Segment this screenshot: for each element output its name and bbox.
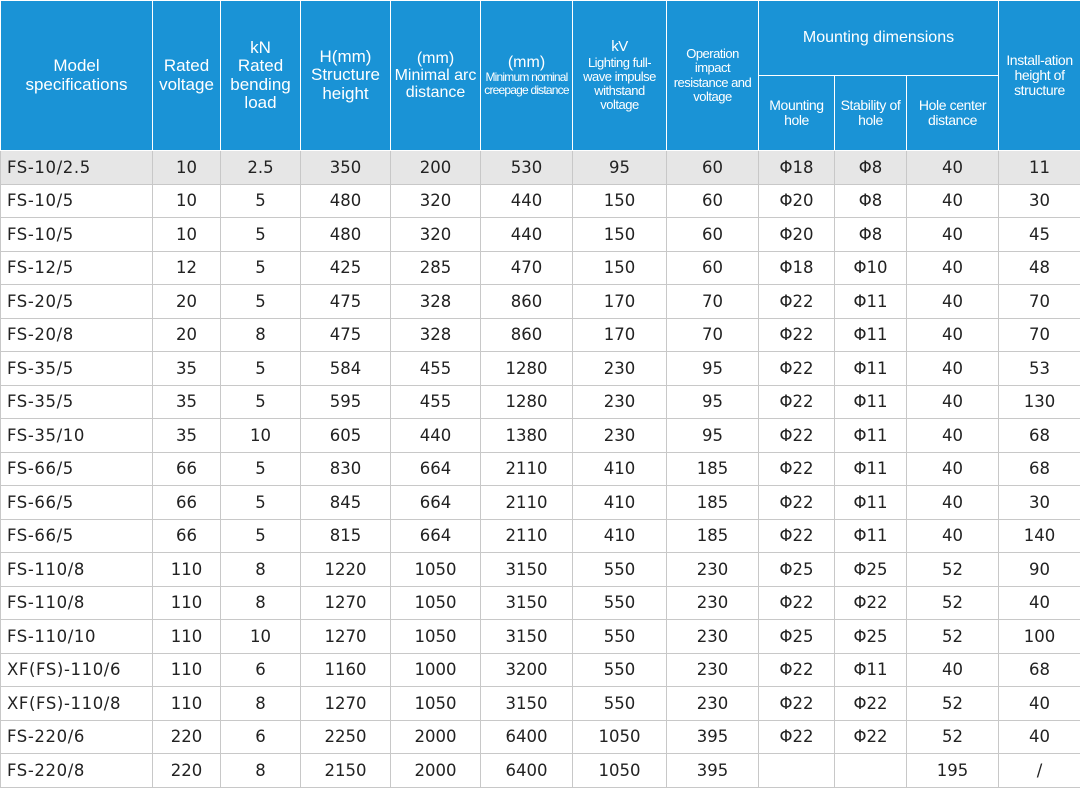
table-row — [1, 720, 1080, 754]
table-cell: 60 — [667, 151, 759, 185]
table-cell: 30 — [999, 486, 1080, 520]
table-cell: 40 — [999, 687, 1080, 721]
table-cell: 605 — [301, 419, 391, 453]
table-cell: 1050 — [573, 754, 667, 788]
header-arc-unit: (mm) — [416, 49, 455, 67]
model-cell: FS-20/5 — [1, 285, 153, 319]
table-row — [1, 687, 1080, 721]
table-cell: 664 — [391, 486, 481, 520]
table-row — [1, 519, 1080, 553]
table-cell: 95 — [667, 419, 759, 453]
table-cell: 230 — [573, 419, 667, 453]
table-cell: 5 — [221, 251, 301, 285]
table-cell: 350 — [301, 151, 391, 185]
table-cell: Φ20 — [759, 218, 835, 252]
table-cell: Φ11 — [835, 653, 907, 687]
table-cell: 1050 — [573, 720, 667, 754]
table-cell: 1270 — [301, 620, 391, 654]
table-cell: 66 — [153, 452, 221, 486]
table-cell: 95 — [573, 151, 667, 185]
table-cell: 550 — [573, 586, 667, 620]
table-cell: Φ18 — [759, 251, 835, 285]
table-cell: 285 — [391, 251, 481, 285]
table-cell: 70 — [999, 285, 1080, 319]
table-cell: 40 — [907, 486, 999, 520]
table-cell: Φ11 — [835, 519, 907, 553]
header-bending-unit: kN — [250, 37, 271, 57]
table-cell: 1280 — [481, 385, 573, 419]
table-cell: 45 — [999, 218, 1080, 252]
table-cell: 52 — [907, 586, 999, 620]
table-cell: Φ11 — [835, 385, 907, 419]
table-cell: Φ22 — [759, 720, 835, 754]
table-cell: 220 — [153, 720, 221, 754]
table-cell: Φ22 — [759, 519, 835, 553]
table-row — [1, 653, 1080, 687]
table-cell: 455 — [391, 385, 481, 419]
table-cell: 860 — [481, 285, 573, 319]
model-cell: XF(FS)-110/6 — [1, 653, 153, 687]
table-cell: Φ22 — [835, 586, 907, 620]
table-row — [1, 285, 1080, 319]
table-cell: 8 — [221, 586, 301, 620]
table-header — [1, 1, 1080, 151]
table-cell: 68 — [999, 653, 1080, 687]
table-row — [1, 352, 1080, 386]
table-row — [1, 419, 1080, 453]
model-cell: FS-220/8 — [1, 754, 153, 788]
table-cell: Φ20 — [759, 184, 835, 218]
table-cell: Φ25 — [835, 553, 907, 587]
table-cell: 53 — [999, 352, 1080, 386]
table-cell: 30 — [999, 184, 1080, 218]
table-row — [1, 251, 1080, 285]
table-cell: 328 — [391, 318, 481, 352]
table-cell: 8 — [221, 754, 301, 788]
header-bending-load — [221, 1, 301, 151]
header-impulse-voltage — [573, 1, 667, 151]
table-cell: 2110 — [481, 519, 573, 553]
table-cell: 1380 — [481, 419, 573, 453]
table-cell: 328 — [391, 285, 481, 319]
table-cell: 110 — [153, 620, 221, 654]
table-cell: 100 — [999, 620, 1080, 654]
table-cell: 2250 — [301, 720, 391, 754]
model-cell: FS-110/8 — [1, 586, 153, 620]
table-cell: 66 — [153, 486, 221, 520]
model-cell: FS-110/10 — [1, 620, 153, 654]
table-cell: 320 — [391, 218, 481, 252]
table-cell: 815 — [301, 519, 391, 553]
table-cell: Φ22 — [759, 419, 835, 453]
table-cell: 90 — [999, 553, 1080, 587]
header-rated-voltage: Rated voltage — [153, 1, 221, 151]
table-cell: 52 — [907, 720, 999, 754]
table-cell: 8 — [221, 687, 301, 721]
table-cell: 40 — [907, 285, 999, 319]
table-cell: 48 — [999, 251, 1080, 285]
table-cell: 40 — [907, 151, 999, 185]
header-stability-of-hole: Stability of hole — [835, 76, 907, 151]
table-cell: 70 — [667, 318, 759, 352]
header-height-label: Structure height — [311, 65, 380, 103]
table-cell: 664 — [391, 519, 481, 553]
table-cell: 200 — [391, 151, 481, 185]
table-row — [1, 486, 1080, 520]
header-installation-height: Install-ation height of structure — [999, 1, 1080, 151]
header-creepage-unit: (mm) — [507, 53, 546, 71]
table-cell: Φ10 — [835, 251, 907, 285]
table-cell: 40 — [907, 352, 999, 386]
table-cell: 230 — [667, 586, 759, 620]
table-cell: Φ22 — [759, 687, 835, 721]
model-cell: FS-10/5 — [1, 184, 153, 218]
table-cell: Φ22 — [759, 452, 835, 486]
model-cell: XF(FS)-110/8 — [1, 687, 153, 721]
table-cell: 8 — [221, 318, 301, 352]
table-cell: 6400 — [481, 754, 573, 788]
table-cell: 185 — [667, 519, 759, 553]
table-cell: Φ22 — [759, 285, 835, 319]
table-cell: 150 — [573, 184, 667, 218]
table-cell: 1050 — [391, 586, 481, 620]
table-cell: 1270 — [301, 586, 391, 620]
table-body — [1, 151, 1080, 788]
table-cell: Φ22 — [759, 352, 835, 386]
table-cell: 60 — [667, 251, 759, 285]
header-impulse-unit: kV — [611, 38, 628, 56]
table-cell: 230 — [667, 653, 759, 687]
table-cell: 320 — [391, 184, 481, 218]
table-cell: 110 — [153, 687, 221, 721]
header-impulse-label: Lighting full-wave impulse withstand voltage — [583, 54, 656, 112]
table-cell: Φ11 — [835, 486, 907, 520]
table-cell: 130 — [999, 385, 1080, 419]
table-cell: Φ22 — [759, 586, 835, 620]
table-cell: 2150 — [301, 754, 391, 788]
table-cell: 455 — [391, 352, 481, 386]
model-cell: FS-66/5 — [1, 486, 153, 520]
table-row — [1, 184, 1080, 218]
table-cell: 52 — [907, 687, 999, 721]
table-cell: 170 — [573, 318, 667, 352]
table-cell: 40 — [907, 218, 999, 252]
table-cell: 195 — [907, 754, 999, 788]
model-cell: FS-220/6 — [1, 720, 153, 754]
table-cell: 550 — [573, 620, 667, 654]
header-height-unit: H(mm) — [319, 46, 372, 66]
table-cell: 185 — [667, 452, 759, 486]
table-cell: 40 — [999, 586, 1080, 620]
table-cell: 5 — [221, 285, 301, 319]
table-cell: 584 — [301, 352, 391, 386]
table-cell: 40 — [907, 251, 999, 285]
table-cell: 440 — [481, 218, 573, 252]
table-cell: 40 — [907, 452, 999, 486]
model-cell: FS-35/5 — [1, 352, 153, 386]
table-cell: 6 — [221, 720, 301, 754]
table-cell: 1280 — [481, 352, 573, 386]
table-cell: 5 — [221, 519, 301, 553]
table-row — [1, 452, 1080, 486]
table-cell: 2000 — [391, 754, 481, 788]
table-cell: 220 — [153, 754, 221, 788]
table-cell: Φ11 — [835, 318, 907, 352]
table-cell: 2000 — [391, 720, 481, 754]
table-cell: Φ25 — [835, 620, 907, 654]
table-row — [1, 586, 1080, 620]
table-cell: 10 — [153, 218, 221, 252]
table-cell: Φ11 — [835, 452, 907, 486]
table-cell: 70 — [667, 285, 759, 319]
header-structure-height — [301, 1, 391, 151]
table-cell: 10 — [221, 620, 301, 654]
model-cell: FS-10/2.5 — [1, 151, 153, 185]
table-cell: Φ22 — [759, 486, 835, 520]
table-cell: 6 — [221, 653, 301, 687]
table-cell: 440 — [391, 419, 481, 453]
table-cell: Φ22 — [835, 720, 907, 754]
table-cell: 1160 — [301, 653, 391, 687]
table-cell: Φ18 — [759, 151, 835, 185]
table-cell: Φ25 — [759, 620, 835, 654]
table-cell: 20 — [153, 285, 221, 319]
table-cell: 40 — [907, 519, 999, 553]
table-cell: 1220 — [301, 553, 391, 587]
table-cell: 95 — [667, 352, 759, 386]
table-cell: 1050 — [391, 553, 481, 587]
header-creepage-distance — [481, 1, 573, 151]
table-cell: Φ8 — [835, 218, 907, 252]
table-cell: Φ25 — [759, 553, 835, 587]
model-cell: FS-12/5 — [1, 251, 153, 285]
table-cell: 395 — [667, 720, 759, 754]
table-cell: 5 — [221, 352, 301, 386]
table-cell: 52 — [907, 553, 999, 587]
table-row — [1, 385, 1080, 419]
table-cell: 60 — [667, 218, 759, 252]
table-cell: 60 — [667, 184, 759, 218]
table-cell: 11 — [999, 151, 1080, 185]
table-cell: 480 — [301, 184, 391, 218]
table-cell: Φ8 — [835, 184, 907, 218]
table-cell: 6400 — [481, 720, 573, 754]
table-cell: 40 — [999, 720, 1080, 754]
table-cell: Φ11 — [835, 352, 907, 386]
table-cell: Φ22 — [759, 318, 835, 352]
table-cell: 230 — [667, 620, 759, 654]
model-cell: FS-20/8 — [1, 318, 153, 352]
table-row — [1, 218, 1080, 252]
table-cell: 5 — [221, 218, 301, 252]
table-cell: 3150 — [481, 687, 573, 721]
table-cell: 230 — [667, 553, 759, 587]
table-cell: 110 — [153, 653, 221, 687]
model-cell: FS-66/5 — [1, 519, 153, 553]
table-cell: 425 — [301, 251, 391, 285]
table-cell: 150 — [573, 218, 667, 252]
table-cell: 66 — [153, 519, 221, 553]
table-cell: 40 — [907, 318, 999, 352]
table-cell: 1050 — [391, 620, 481, 654]
table-cell: 70 — [999, 318, 1080, 352]
table-cell: 2110 — [481, 452, 573, 486]
header-model: Model specifications — [1, 1, 153, 151]
table-cell: Φ11 — [835, 419, 907, 453]
table-cell: 480 — [301, 218, 391, 252]
table-cell: 5 — [221, 385, 301, 419]
table-cell: 170 — [573, 285, 667, 319]
table-cell: 410 — [573, 452, 667, 486]
table-cell: 110 — [153, 586, 221, 620]
table-cell: 3150 — [481, 553, 573, 587]
table-cell: 5 — [221, 184, 301, 218]
table-cell: 3150 — [481, 620, 573, 654]
table-cell: 40 — [907, 653, 999, 687]
table-cell: 440 — [481, 184, 573, 218]
table-cell: 550 — [573, 653, 667, 687]
header-mounting-hole: Mounting hole — [759, 76, 835, 151]
model-cell: FS-10/5 — [1, 218, 153, 252]
table-cell — [835, 754, 907, 788]
table-row — [1, 151, 1080, 185]
table-cell: 1270 — [301, 687, 391, 721]
table-cell: 395 — [667, 754, 759, 788]
table-cell: 1000 — [391, 653, 481, 687]
table-cell: 10 — [221, 419, 301, 453]
table-cell: 40 — [907, 385, 999, 419]
table-cell: 8 — [221, 553, 301, 587]
header-creepage-label: Minimum nominal creepage distance — [484, 70, 569, 98]
header-hole-center-distance: Hole center distance — [907, 76, 999, 151]
table-cell: 595 — [301, 385, 391, 419]
table-cell: 40 — [907, 419, 999, 453]
table-cell: 40 — [907, 184, 999, 218]
table-cell: 35 — [153, 385, 221, 419]
table-cell: 410 — [573, 519, 667, 553]
table-cell: 410 — [573, 486, 667, 520]
table-cell: 10 — [153, 184, 221, 218]
header-arc-distance — [391, 1, 481, 151]
table-cell: 230 — [667, 687, 759, 721]
table-cell: 5 — [221, 452, 301, 486]
table-cell: 3200 — [481, 653, 573, 687]
table-cell: 3150 — [481, 586, 573, 620]
table-cell: 470 — [481, 251, 573, 285]
table-row — [1, 318, 1080, 352]
table-cell: 550 — [573, 553, 667, 587]
table-cell: 5 — [221, 486, 301, 520]
table-cell: 68 — [999, 452, 1080, 486]
table-row — [1, 754, 1080, 788]
table-cell: 95 — [667, 385, 759, 419]
table-cell: Φ22 — [759, 653, 835, 687]
table-cell: 550 — [573, 687, 667, 721]
table-cell: 35 — [153, 352, 221, 386]
table-cell: 230 — [573, 385, 667, 419]
table-cell: Φ8 — [835, 151, 907, 185]
table-cell: 68 — [999, 419, 1080, 453]
table-cell: 530 — [481, 151, 573, 185]
table-cell: 150 — [573, 251, 667, 285]
table-cell: Φ11 — [835, 285, 907, 319]
header-mounting-dimensions: Mounting dimensions — [759, 1, 999, 76]
header-bending-label: Rated bending load — [230, 56, 291, 112]
table-cell: 10 — [153, 151, 221, 185]
table-cell: 475 — [301, 285, 391, 319]
table-cell: 20 — [153, 318, 221, 352]
table-cell: 2110 — [481, 486, 573, 520]
model-cell: FS-66/5 — [1, 452, 153, 486]
model-cell: FS-110/8 — [1, 553, 153, 587]
model-cell: FS-35/10 — [1, 419, 153, 453]
table-row — [1, 553, 1080, 587]
table-cell: 475 — [301, 318, 391, 352]
table-cell: Φ22 — [835, 687, 907, 721]
table-cell: 52 — [907, 620, 999, 654]
table-cell: 2.5 — [221, 151, 301, 185]
header-operation-impact: Operation impact resistance and voltage — [667, 1, 759, 151]
table-cell: 35 — [153, 419, 221, 453]
table-cell: 140 — [999, 519, 1080, 553]
model-cell: FS-35/5 — [1, 385, 153, 419]
table-cell — [759, 754, 835, 788]
table-row — [1, 620, 1080, 654]
table-cell: 860 — [481, 318, 573, 352]
table-cell: 185 — [667, 486, 759, 520]
table-cell: 830 — [301, 452, 391, 486]
table-cell: 1050 — [391, 687, 481, 721]
table-cell: 845 — [301, 486, 391, 520]
table-cell: 12 — [153, 251, 221, 285]
table-cell: 664 — [391, 452, 481, 486]
table-cell: / — [999, 754, 1080, 788]
table-cell: 110 — [153, 553, 221, 587]
table-cell: Φ22 — [759, 385, 835, 419]
table-cell: 230 — [573, 352, 667, 386]
header-arc-label: Minimal arc distance — [394, 66, 477, 102]
